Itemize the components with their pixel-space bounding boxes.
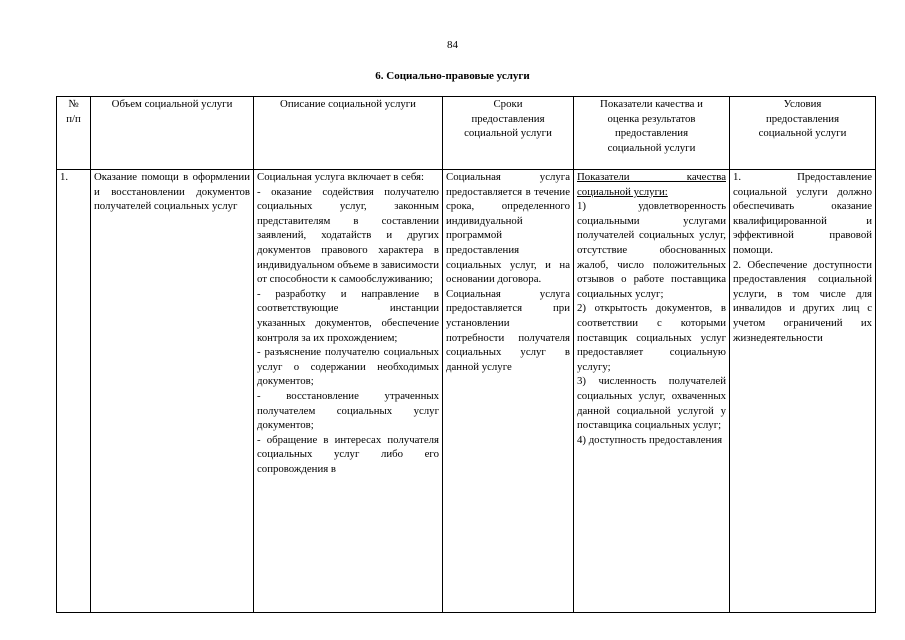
header-terms: Сроки предоставления социальной услуги: [443, 97, 574, 170]
table-row: [57, 170, 876, 613]
cell-conditions: 1. Предоставление социальной услуги должно обеспечивать оказание квалифицированной и эффективной правовой помощи. 2. Обеспечение доступности предоставления социальной услуги, в том числе для инвалидов и других лиц с учетом ограничений их жизнедеятельности: [730, 170, 876, 613]
quality-text: 1) удовлетворенность социальными услугами получателей социальных услуг, отсутствие обоснованных жалоб, число положительных отзывов о работе поставщика социальных услуг; 2) открытость документов, в соответствии с которыми поставщик социальных услуг предоставляет социальную услугу; 3) численность получателей социальных услуг, охваченных данной социальной услугой у поставщика социальных услуг; 4) доступность предоставления: [577, 200, 726, 446]
cell-volume: Оказание помощи в оформлении и восстановлении документов получателей социальных услуг: [91, 170, 254, 613]
cell-terms: Социальная услуга предоставляется в течение срока, определенного индивидуальной программой предоставления социальных услуг, и на основании договора. Социальная услуга предоставляется при установлении потребности получателя социальных услуг в данной услуге: [443, 170, 574, 613]
page-number: 84: [447, 39, 458, 51]
cell-description: Социальная услуга включает в себя: - оказание содействия получателю социальных услуг, законным представителям в составлении заявлений, ходатайств и других документов правового характера в индивидуальном объеме в зависимости от способности к самообслуживанию; - разработку и направление в соответствующие инстанции указанных документов, обеспечение контроля за их прохождением; - разъяснение получателю социальных услуг о содержании необходимых документов; - восстановление утраченных получателем социальных услуг документов; - обращение в интересах получателя социальных услуг либо его сопровождения в: [254, 170, 443, 613]
header-description: Описание социальной услуги: [254, 97, 443, 170]
table-header-row: [57, 97, 876, 170]
quality-heading: Показатели качества социальной услуги:: [577, 171, 726, 198]
section-title: 6. Социально-правовые услуги: [375, 70, 530, 82]
cell-number: 1.: [57, 170, 91, 613]
header-conditions: Условия предоставления социальной услуги: [730, 97, 876, 170]
header-quality: Показатели качества и оценка результатов предоставления социальной услуги: [574, 97, 730, 170]
header-number: № п/п: [57, 97, 91, 170]
services-table: [56, 96, 876, 613]
header-volume: Объем социальной услуги: [91, 97, 254, 170]
cell-quality: [574, 170, 730, 613]
